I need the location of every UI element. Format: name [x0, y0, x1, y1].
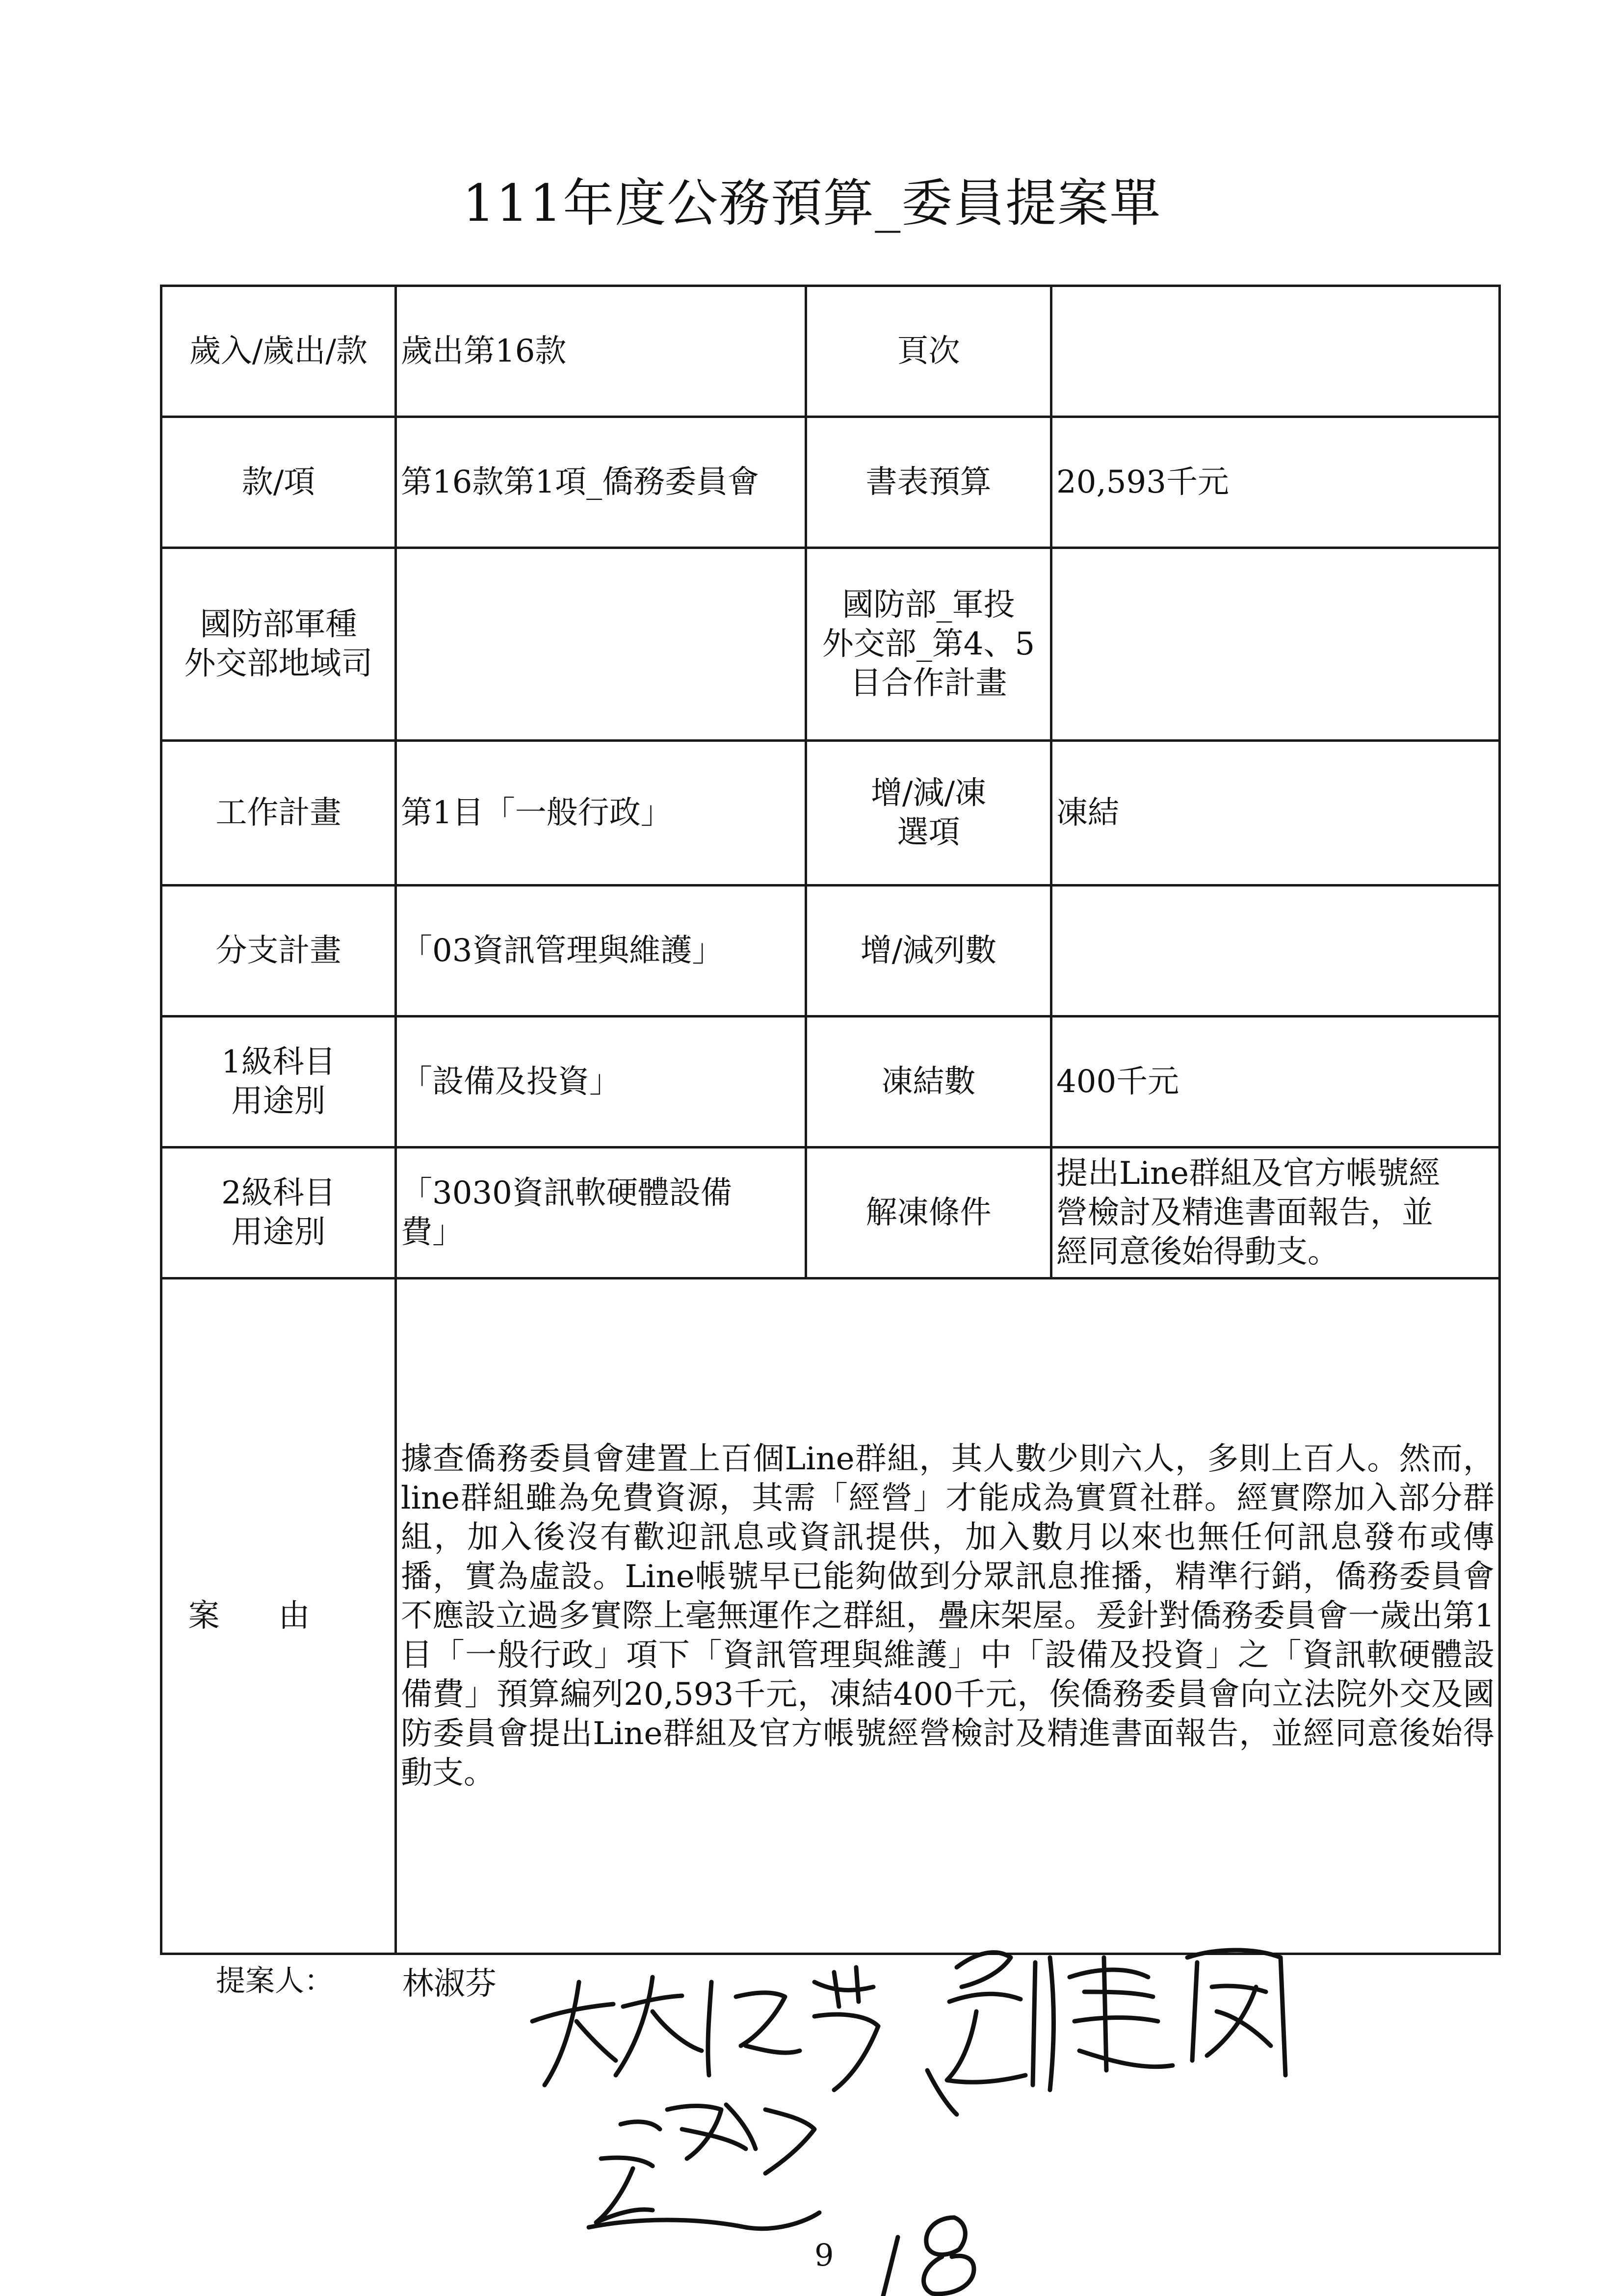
field-value — [1051, 548, 1500, 741]
field-value: 「設備及投資」 — [396, 1017, 806, 1148]
field-label: 分支計畫 — [161, 886, 396, 1017]
field-value: 20,593千元 — [1051, 417, 1500, 548]
proposal-form-table — [160, 285, 1501, 1955]
field-value: 「3030資訊軟硬體設備 費」 — [396, 1148, 806, 1278]
form-row — [161, 741, 1500, 886]
field-label: 工作計畫 — [161, 741, 396, 886]
field-value — [396, 548, 806, 741]
field-label: 解凍條件 — [806, 1148, 1051, 1278]
field-value — [1051, 286, 1500, 417]
signature-chiu-chihwei — [589, 2070, 957, 2229]
form-row — [161, 1017, 1500, 1148]
form-row — [161, 548, 1500, 741]
field-value: 歲出第16款 — [396, 286, 806, 417]
field-value: 第1目「一般行政」 — [396, 741, 806, 886]
field-value: 提出Line群組及官方帳號經 營檢討及精進書面報告，並 經同意後始得動支。 — [1051, 1148, 1500, 1278]
field-label: 書表預算 — [806, 417, 1051, 548]
field-value: 400千元 — [1051, 1017, 1500, 1148]
signature-lin-shufen — [532, 1967, 878, 2090]
field-value: 第16款第1項_僑務委員會 — [396, 417, 806, 548]
field-label: 國防部_軍投 外交部_第4、5 目合作計畫 — [806, 548, 1051, 741]
form-row — [161, 286, 1500, 417]
field-value — [1051, 886, 1500, 1017]
field-label: 凍結數 — [806, 1017, 1051, 1148]
field-label: 頁次 — [806, 286, 1051, 417]
field-label: 增/減列數 — [806, 886, 1051, 1017]
reason-row — [161, 1278, 1500, 1954]
signature-liu-chienkuo — [947, 1950, 1285, 2090]
field-label: 1級科目 用途別 — [161, 1017, 396, 1148]
field-label: 2級科目 用途別 — [161, 1148, 396, 1278]
field-label: 款/項 — [161, 417, 396, 548]
field-value: 「03資訊管理與維護」 — [396, 886, 806, 1017]
reason-text: 據查僑務委員會建置上百個Line群組，其人數少則六人，多則上百人。然而，line群組雖為免費資源，其需「經營」才能成為實質社群。經實際加入部分群組，加入後沒有歡迎訊息或資訊提供，加入數月以來也無任何訊息發布或傳播，實為虛設。Line帳號早已能夠做到分眾訊息推播，精準行銷，僑務委員會不應設立過多實際上毫無運作之群組，疊床架屋。爰針對僑務委員會一歲出第1目「一般行政」項下「資訊管理與維護」中「設備及投資」之「資訊軟硬體設備費」預算編列20,593千元，凍結400千元，俟僑務委員會向立法院外交及國防委員會提出Line群組及官方帳號經營檢討及精進書面報告，並經同意後始得動支。 — [396, 1278, 1500, 1954]
field-label: 國防部軍種 外交部地域司 — [161, 548, 396, 741]
form-row — [161, 1148, 1500, 1278]
field-label: 增/減/凍 選項 — [806, 741, 1051, 886]
reason-label: 案由 — [161, 1278, 396, 1954]
handwritten-number-18 — [883, 2218, 974, 2296]
page-title: 111年度公務預算_委員提案單 — [462, 173, 1162, 233]
field-label: 歲入/歲出/款 — [161, 286, 396, 417]
proposer-label: 提案人： — [216, 1964, 334, 1998]
page-number: 9 — [814, 2237, 834, 2273]
proposer-name: 林淑芬 — [402, 1966, 497, 2002]
field-value: 凍結 — [1051, 741, 1500, 886]
form-row — [161, 417, 1500, 548]
form-row — [161, 886, 1500, 1017]
